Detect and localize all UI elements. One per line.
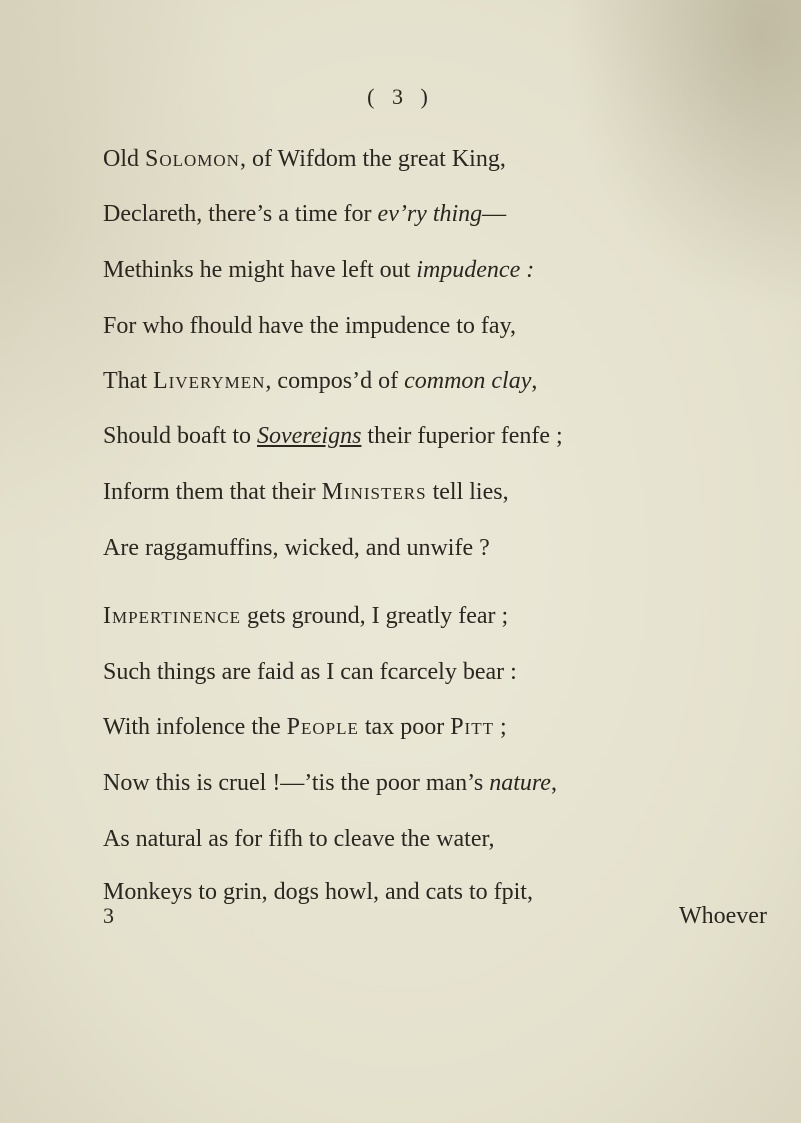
text: gets ground, I greatly fear ; xyxy=(240,603,509,629)
poem-line-10 xyxy=(103,660,517,684)
small-caps-name: Liverymen xyxy=(152,368,266,394)
poem-line-1 xyxy=(103,147,506,171)
text: , xyxy=(550,770,557,796)
text: Should boaft to xyxy=(103,423,257,449)
poem-line-6 xyxy=(103,424,563,448)
italic-phrase: Sovereigns xyxy=(257,423,362,449)
text: ; xyxy=(493,714,507,740)
small-caps-name: Ministers xyxy=(321,479,427,505)
poem-line-4 xyxy=(103,314,516,338)
poem-line-13 xyxy=(103,827,495,851)
dash: — xyxy=(482,201,507,227)
text: As natural as for fifh to cleave the water, xyxy=(103,826,495,852)
poem-line-9 xyxy=(103,604,508,628)
text: Now this is cruel !—’tis the poor man’s xyxy=(103,770,490,796)
text: Declareth, there’s a time for xyxy=(103,201,378,227)
poem-line-11 xyxy=(103,715,507,739)
text: For who fhould have the impudence to fay, xyxy=(103,313,517,339)
text: Are raggamuffins, wicked, and unwife ? xyxy=(103,535,490,561)
italic-phrase: ev’ry thing xyxy=(377,201,483,227)
text: , xyxy=(531,368,538,394)
text: their fuperior fenfe ; xyxy=(361,423,563,449)
poem-line-8 xyxy=(103,536,490,560)
page-number: ( 3 ) xyxy=(367,84,434,109)
poem-line-5 xyxy=(103,369,537,393)
poem-line-2 xyxy=(103,202,506,226)
small-caps-name: Solomon xyxy=(145,146,240,172)
small-caps-name: People xyxy=(286,714,359,740)
text: That xyxy=(103,368,153,394)
text: Old xyxy=(103,146,145,172)
poem-line-3 xyxy=(103,258,534,282)
text: With infolence the xyxy=(103,714,287,740)
text: Such things are faid as I can fcarcely bear : xyxy=(103,659,517,685)
text: Monkeys to grin, dogs howl, and cats to fpit, xyxy=(103,879,533,905)
text: Methinks he might have left out xyxy=(103,257,417,283)
italic-phrase: common clay xyxy=(404,368,532,394)
poem-line-7 xyxy=(103,480,509,504)
text: Inform them that their xyxy=(103,479,322,505)
small-caps-name: Pitt xyxy=(450,714,494,740)
text: tell lies, xyxy=(426,479,509,505)
italic-phrase: impudence : xyxy=(416,257,535,283)
text: , of Wifdom the great King, xyxy=(239,146,506,172)
catchword: Whoever xyxy=(679,903,767,929)
poem-line-12 xyxy=(103,771,557,795)
poem-line-14 xyxy=(103,880,533,904)
small-caps-name: Impertinence xyxy=(103,603,241,629)
text: tax poor xyxy=(358,714,451,740)
signature-mark: 3 xyxy=(103,903,114,928)
text: , compos’d of xyxy=(265,368,405,394)
italic-phrase: nature xyxy=(489,770,551,796)
